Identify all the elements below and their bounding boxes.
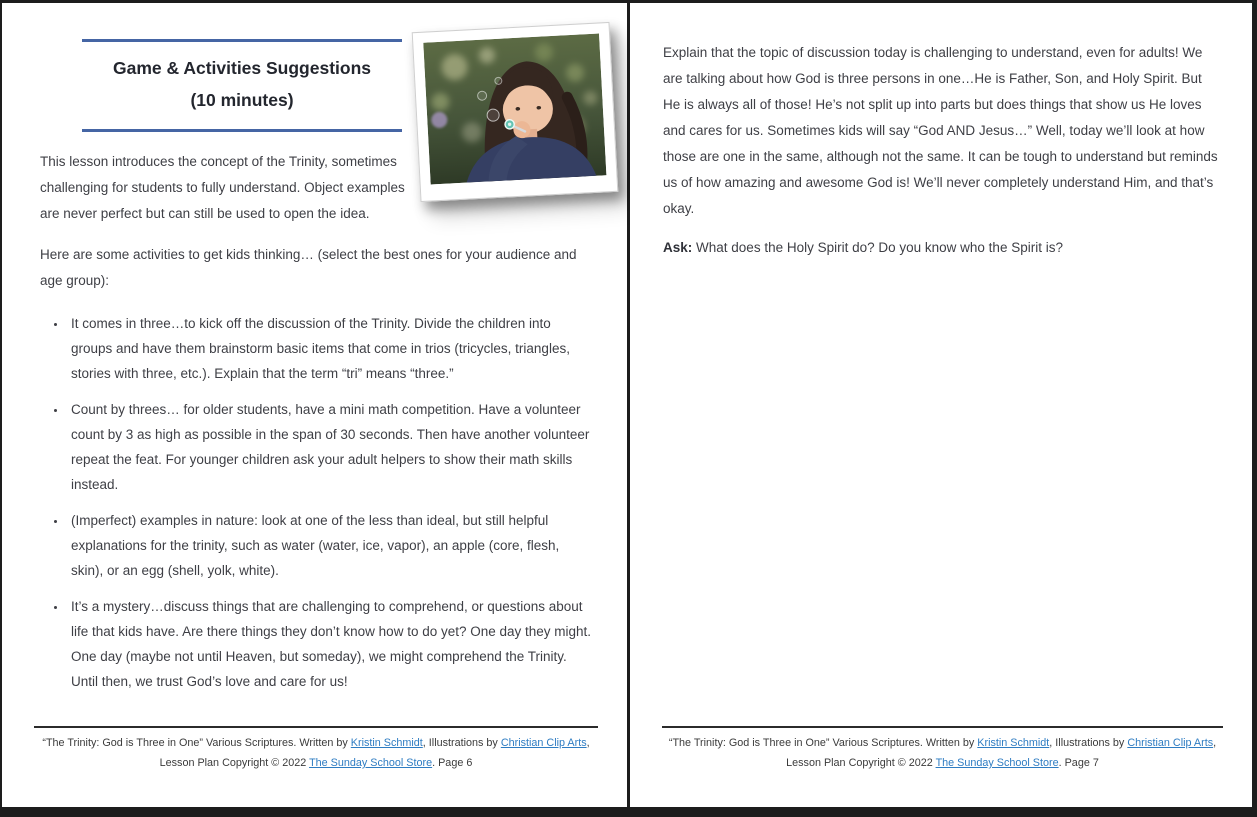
footer-citation-text: , Illustrations by <box>1049 737 1128 749</box>
activities-intro-paragraph: Here are some activities to get kids thinking… (select the best ones for your audience and age group): <box>40 247 577 288</box>
ask-label: Ask: <box>663 240 693 255</box>
footer-citation-text: “The Trinity: God is Three in One” Various Scriptures. Written by <box>42 737 351 749</box>
footer-citation-text: , Lesson Plan Copyright © 2022 <box>786 737 1217 769</box>
activity-item-it-comes-in-three: • It comes in three…to kick off the discussion of the Trinity. Divide the children into groups and have them brainstorm basic items that come in trios (tricycles, triangles, stories with three, etc.). Explain that the term “tri” means “three.” <box>67 311 593 386</box>
girl-blowing-bubbles-photo <box>412 22 619 202</box>
page-number: . Page 7 <box>1058 756 1099 769</box>
footer-page-6 <box>34 726 598 774</box>
page-number: . Page 6 <box>432 756 473 769</box>
section-title-line-2: (10 minutes) <box>190 89 294 110</box>
store-link[interactable]: The Sunday School Store <box>309 756 433 769</box>
illustrator-link[interactable]: Christian Clip Arts <box>500 737 587 749</box>
ask-question-line <box>663 235 1218 261</box>
footer-citation-text: , Lesson Plan Copyright © 2022 <box>159 737 590 769</box>
footer-citation-text: “The Trinity: God is Three in One” Various Scriptures. Written by <box>668 737 978 749</box>
store-link[interactable]: The Sunday School Store <box>935 756 1059 769</box>
page-7 <box>630 3 1252 807</box>
section-title-line-1: Game & Activities Suggestions <box>112 58 372 78</box>
explain-paragraph: Explain that the topic of discussion today is challenging to understand, even for adults! We are talking about how God is three persons in one…He is Father, Son, and Holy Spirit. But He is always all of those! He’s not split up into parts but does things that show us He loves and cares for us. Sometimes kids will say “God AND Jesus…” Well, today we’ll look at how those are one in the same, although not the same. It can be tough to understand but reminds us of how amazing and awesome God is! We’ll never completely understand Him, and that’s okay. <box>663 45 1218 216</box>
footer-citation-text: , Illustrations by <box>422 737 501 749</box>
footer-page-7 <box>662 726 1223 774</box>
author-link[interactable]: Kristin Schmidt <box>350 737 423 749</box>
activity-item-imperfect-examples: • (Imperfect) examples in nature: look at one of the less than ideal, but still helpful explanations for the trinity, such as water (water, ice, vapor), an apple (core, flesh, skin), or an egg (shell, yolk, white). <box>67 508 593 583</box>
ask-question-text: What does the Holy Spirit do? Do you know who the Spirit is? <box>696 240 1063 255</box>
section-title <box>82 39 402 132</box>
author-link[interactable]: Kristin Schmidt <box>977 737 1050 749</box>
girl-photo-illustration <box>423 33 606 184</box>
page-6 <box>2 3 627 807</box>
activities-list <box>42 311 593 694</box>
activity-item-count-by-threes: • Count by threes… for older students, have a mini math competition. Have a volunteer count by 3 as high as possible in the span of 30 seconds. Then have another volunteer repeat the feat. For younger children ask your adult helpers to show their math skills instead. <box>67 397 593 497</box>
illustrator-link[interactable]: Christian Clip Arts <box>1127 737 1214 749</box>
intro-paragraph: This lesson introduces the concept of the Trinity, sometimes challenging for students to fully understand. Object examples are never perfect but can still be used to open the idea. <box>40 154 405 221</box>
activity-item-its-a-mystery: • It’s a mystery…discuss things that are challenging to comprehend, or questions about life that kids have. Are there things they don’t know how to do yet? One day they might. One day (maybe not until Heaven, but someday), we might comprehend the Trinity. Until then, we trust God’s love and care for us! <box>67 594 593 694</box>
